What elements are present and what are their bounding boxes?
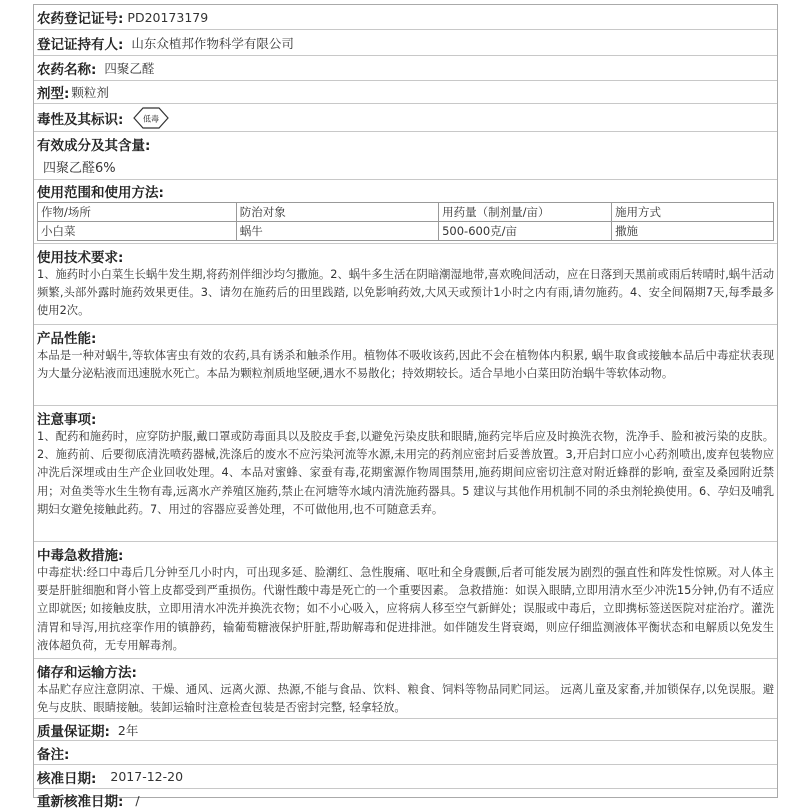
approval-date-row (34, 765, 777, 789)
usage-header-dosage: 用药量（制剂量/亩） (439, 203, 612, 222)
usage-table (37, 202, 774, 241)
ingredient-value: 四聚乙醛6% (43, 161, 116, 176)
holder-label: 登记证持有人: (37, 36, 124, 53)
reapproval-date-value: / (135, 792, 140, 808)
usage-scope-label: 使用范围和使用方法: (37, 185, 164, 201)
reapproval-date-label: 重新核准日期: (37, 794, 124, 810)
first-aid-text: 中毒症状:经口中毒后几分钟至几小时内，可出现多延、脸潮红、急性腹痛、呕吐和全身震颤,后者可能发展为剧烈的强直性和阵发性惊厥。对人体主要是肝脏细胞和肾小管上皮都受到严重损伤。代谢性酸中毒是死亡的一个重要因素。 急救措施：如误入眼睛,立即用清水至少冲洗15分钟,仍有不适应立即就医; 如接触皮肤，立即用清水冲洗并换洗衣物；如不小心吸入，应将病人移至空气新鲜处；误服或中毒后，立即携标签送医院对症治疗。灌洗清胃和导泻,用抗痉挛作用的镇静药，输葡萄糖液保护肝脏,帮助解毒和促进排泄。如伴随发生肾衰竭，则应仔细监测液体平衡状态和电解质以免发生液体超负荷，无专用解毒剂。 (37, 566, 774, 652)
warranty-value: 2年 (117, 722, 139, 738)
storage-section (34, 659, 777, 719)
usage-scope-section (34, 180, 777, 244)
first-aid-label: 中毒急救措施: (37, 548, 124, 564)
holder-value: 山东众植邦作物科学有限公司 (131, 35, 294, 51)
table-row (38, 222, 774, 241)
form-label: 剂型: (37, 86, 70, 102)
usage-header-crop: 作物/场所 (38, 203, 237, 222)
tech-req-text: 1、施药时小白菜生长蜗牛发生期,将药剂伴细沙均匀撒施。2、蜗牛多生活在阴暗潮湿地带,喜欢晚间活动，应在日落到天黑前或雨后转晴时,蜗牛活动频繁,头部外露时施药效果更佳。3、请勿在施药后的田里践踏, 以免影响药效,大风天或预计1小时之内有雨,请勿施药。4、安全间隔期7天,每季最多使用2次。 (37, 268, 774, 318)
usage-cell-target: 蜗牛 (236, 222, 438, 241)
precautions-text: 1、配药和施药时，应穿防护服,戴口罩或防毒面具以及胶皮手套,以避免污染皮肤和眼睛,施药完毕后应及时换洗衣物，洗净手、脸和被污染的皮肤。2、施药前、后要彻底清洗喷药器械,洗涤后的废水不应污染河流等水源,未用完的药剂应密封后妥善放置。3,开启封口应小心药剂喷出,废弃包装物应冲洗后深埋或由生产企业回收处理。4、本品对蜜蜂、家蚕有毒,花期蜜源作物周围禁用,施药期间应密切注意对附近蜂群的影响, 蚕室及桑园附近禁用；对鱼类等水生生物有毒,远离水产养殖区施药,禁止在河塘等水域内清洗施药器具。5 建议与其他作用机制不同的杀虫剂轮换使用。6、孕妇及哺乳期妇女避免接触此药。7、用过的容器应妥善处理，不可做他用,也不可随意丢弃。 (37, 430, 774, 516)
approval-date-label: 核准日期: (37, 770, 97, 787)
performance-text: 本品是一种对蜗牛,等软体害虫有效的农药,具有诱杀和触杀作用。植物体不吸收该药,因此不会在植物体内积累, 蜗牛取食或接触本品后中毒症状表现为大量分泌粘液而迅速脱水死亡。本品为颗粒剂质地坚硬,遇水不易散化；持效期较长。适合旱地小白菜田防治蜗牛等软体动物。 (37, 349, 774, 381)
toxicity-label: 毒性及其标识: (37, 111, 124, 128)
usage-table-header (38, 203, 774, 222)
usage-cell-dosage: 500-600克/亩 (439, 222, 612, 241)
ingredient-section (34, 132, 777, 180)
warranty-row (34, 719, 777, 741)
form-value: 颗粒剂 (71, 85, 109, 100)
usage-header-method: 施用方式 (612, 203, 774, 222)
name-row (34, 56, 777, 81)
reapproval-date-row (34, 789, 777, 811)
tech-req-section (34, 244, 777, 325)
storage-text: 本品贮存应注意阴凉、干燥、通风、远离火源、热源,不能与食品、饮料、粮食、饲料等物品同贮同运。 远离儿童及家畜,并加锁保存,以免误服。避免与皮肤、眼睛接触。装卸运输时注意检查包装是否密封完整, 轻拿轻放。 (37, 683, 774, 715)
precautions-label: 注意事项: (37, 412, 97, 428)
toxicity-row (34, 104, 777, 132)
toxicity-badge-text: 低毒 (143, 114, 160, 123)
remarks-row (34, 741, 777, 765)
name-value: 四聚乙醛 (104, 61, 155, 76)
ingredient-label: 有效成分及其含量: (37, 138, 151, 154)
usage-cell-crop: 小白菜 (38, 222, 237, 241)
reg-no-value: PD20173179 (127, 9, 209, 25)
form-row (34, 81, 777, 104)
storage-label: 储存和运输方法: (37, 665, 137, 681)
performance-label: 产品性能: (37, 331, 97, 347)
holder-row (34, 30, 777, 56)
tech-req-label: 使用技术要求: (37, 250, 124, 266)
reg-no-row (34, 5, 777, 30)
usage-cell-method: 撒施 (612, 222, 774, 241)
reg-no-label: 农药登记证号: (37, 11, 124, 27)
precautions-section (34, 406, 777, 542)
low-toxicity-icon (133, 107, 169, 129)
name-label: 农药名称: (37, 62, 97, 78)
performance-section (34, 325, 777, 406)
remarks-label: 备注: (37, 746, 70, 763)
first-aid-section (34, 542, 777, 659)
pesticide-label-document (33, 4, 778, 810)
warranty-label: 质量保证期: (37, 723, 110, 740)
approval-date-value: 2017-12-20 (110, 769, 184, 784)
usage-header-target: 防治对象 (236, 203, 438, 222)
